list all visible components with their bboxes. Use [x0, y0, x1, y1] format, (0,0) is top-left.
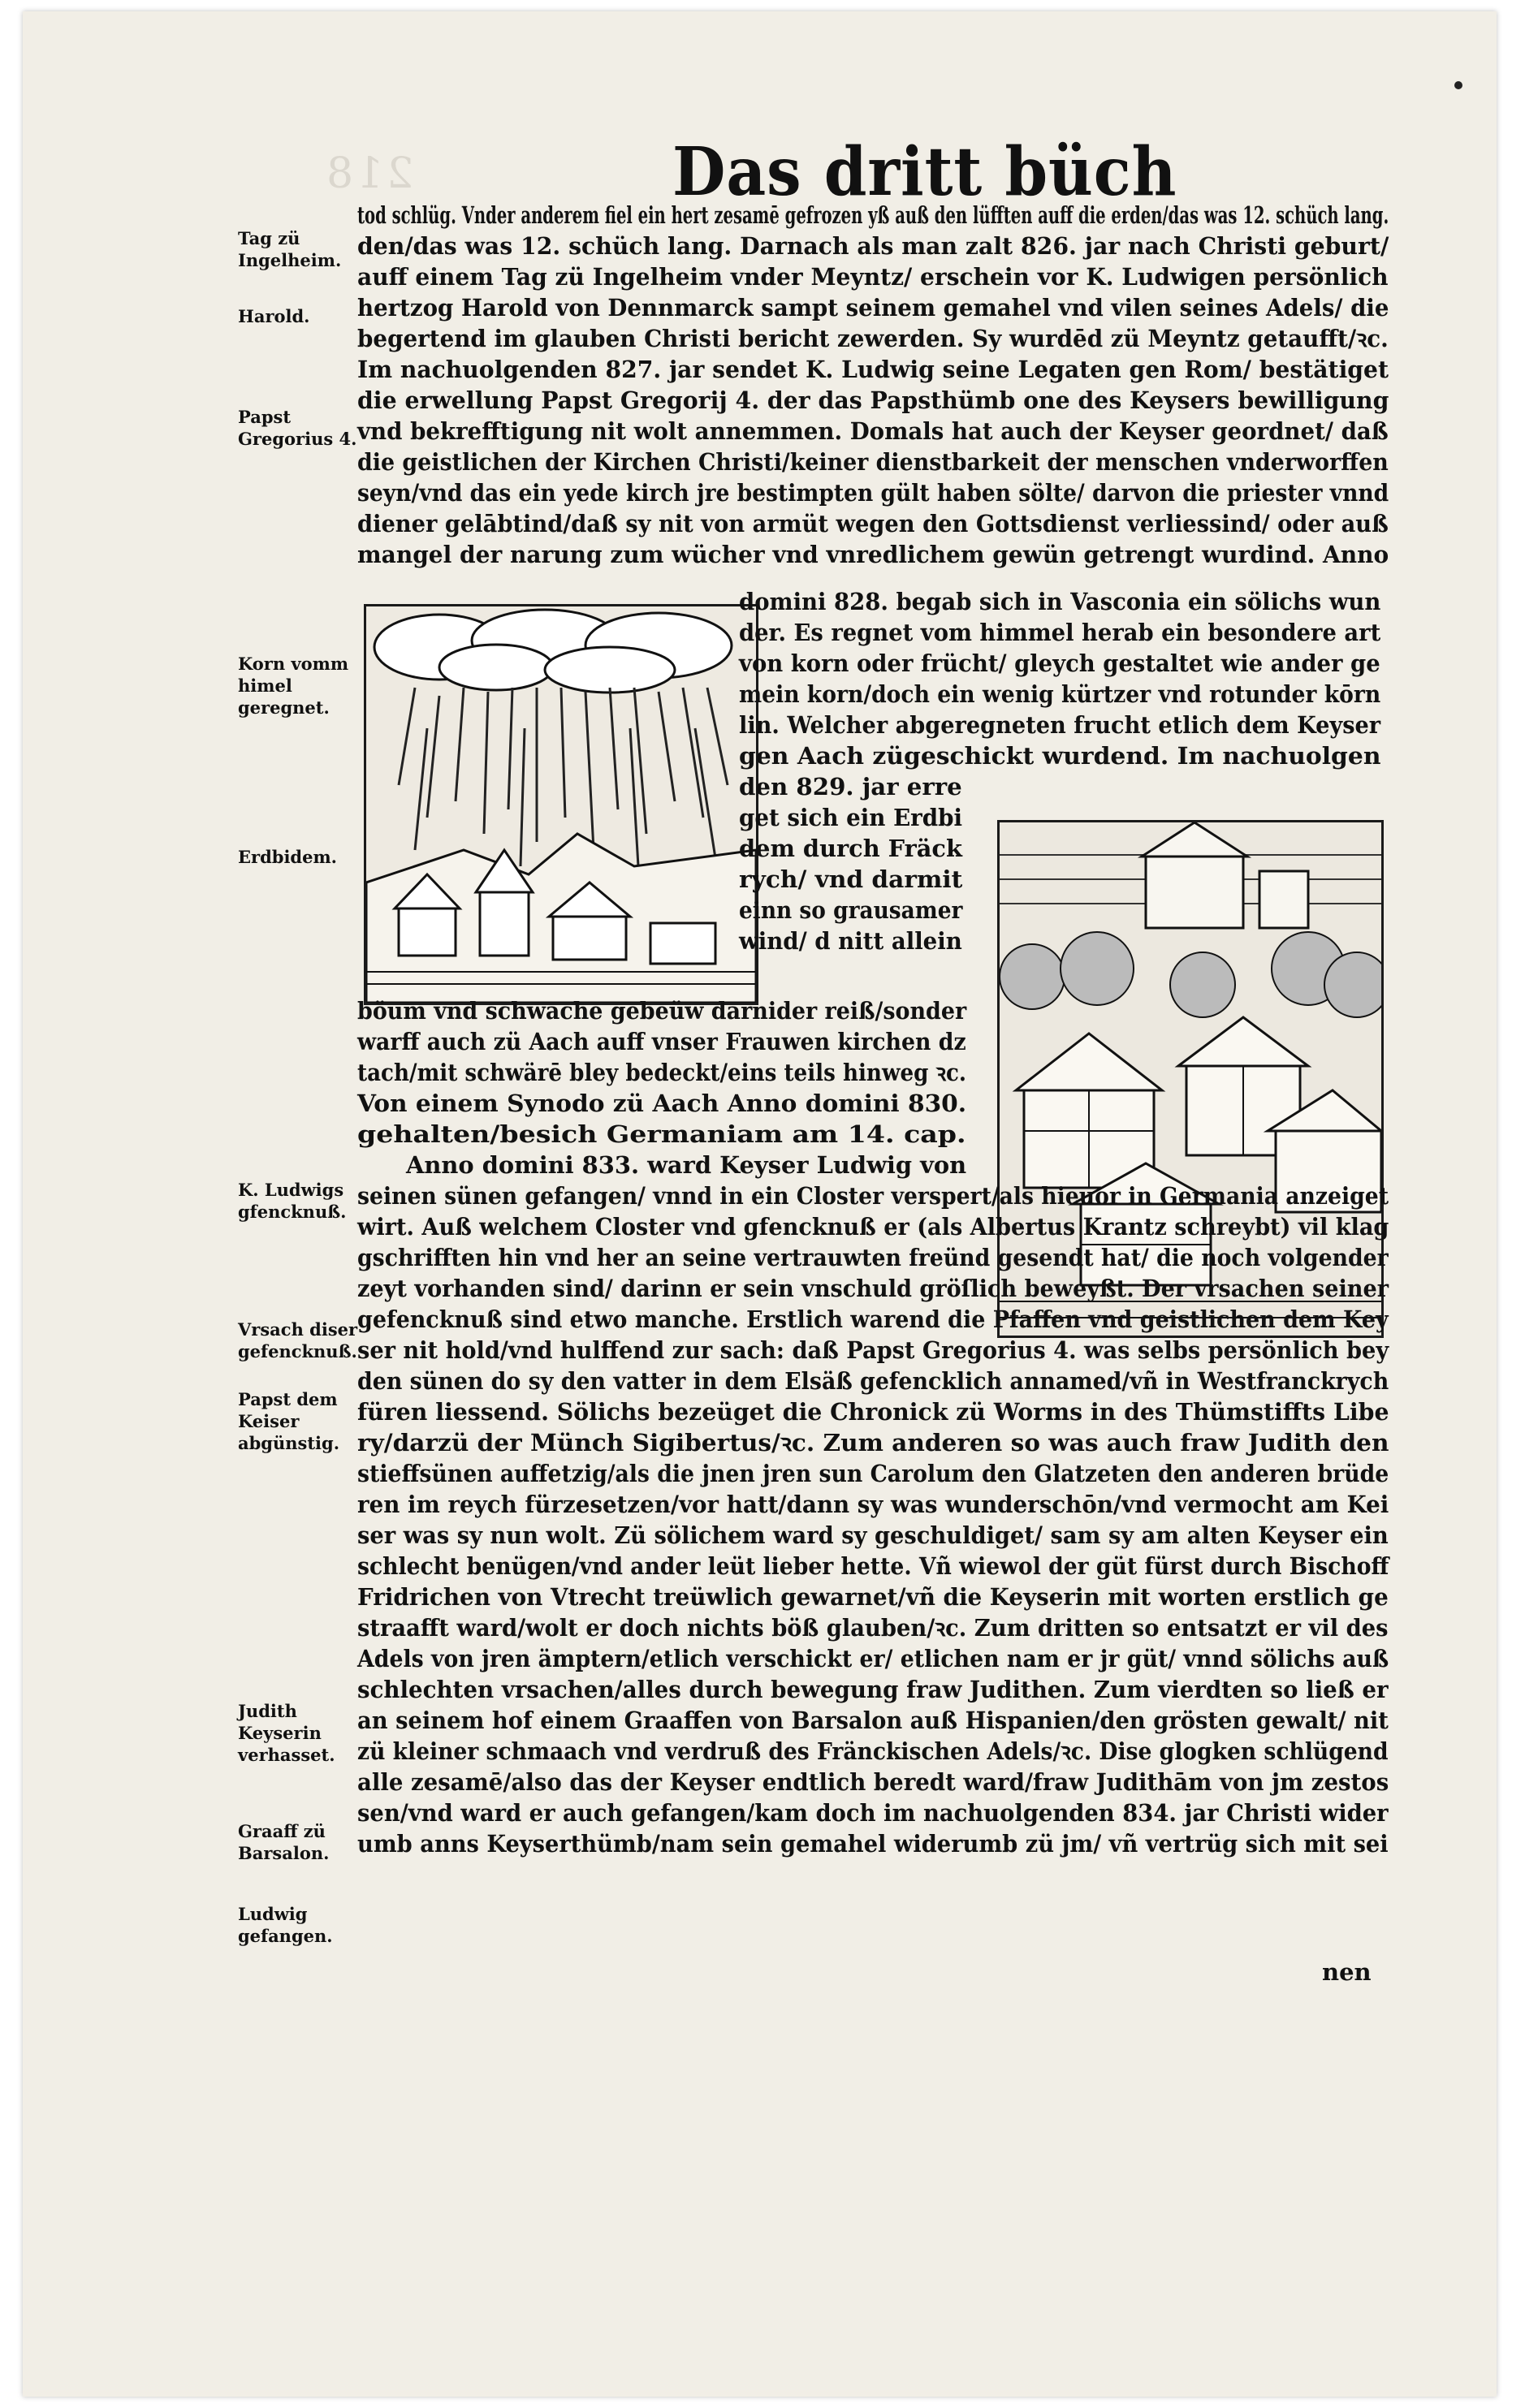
text-line: den/das was 12. schüch lang. Darnach als man zalt 826. jar nach Christi geburt/ — [357, 232, 1389, 260]
text-line: mein korn/doch ein wenig kürtzer vnd rotunder kōrn — [739, 680, 1381, 708]
text-line: gehalten/besich Germaniam am 14. cap. — [357, 1120, 966, 1148]
text-line: schlecht benügen/vnd ander leüt lieber hette. Vñ wiewol der güt fürst durch Bischoff — [357, 1552, 1389, 1580]
text-line: füren liessend. Sölichs bezeüget die Chronick zü Worms in des Thümstiffts Libe — [357, 1398, 1389, 1426]
text-line: diener gelābtind/daß sy nit von armüt wegen den Gottsdienst verliessind/ oder auß — [357, 510, 1389, 537]
text-line: vnd bekrefftigung nit wolt annemmen. Domals hat auch der Keyser geordnet/ daß — [357, 417, 1389, 445]
margin-note: Erdbidem. — [238, 847, 337, 867]
text-line: alle zesamē/also das der Keyser endtlich beredt ward/fraw Judithām von jm zestos — [357, 1768, 1389, 1796]
text-line: hertzog Harold von Dennmarck sampt seinem gemahel vnd vilen seines Adels/ die — [357, 294, 1389, 321]
text-line: rych/ vnd darmit — [739, 865, 963, 893]
text-line: Im nachuolgenden 827. jar sendet K. Ludwig seine Legaten gen Rom/ bestätiget — [357, 356, 1389, 383]
text-line: zeyt vorhanden sind/ darinn er sein vnschuld gröſlich beweyßt. Der vrsachen seiner — [357, 1275, 1389, 1302]
text-line: wirt. Auß welchem Closter vnd gfencknuß er (als Albertus Krantz schreybt) vil klag — [357, 1213, 1389, 1241]
margin-note: Tag zü Ingelheim. — [238, 228, 342, 270]
text-line: Von einem Synodo zü Aach Anno domini 830. — [357, 1090, 967, 1117]
text-line: Fridrichen von Vtrecht treüwlich gewarnet/vñ die Keyserin mit worten erstlich ge — [357, 1583, 1389, 1611]
text-line: seyn/vnd das ein yede kirch jre bestimpten gült haben sölte/ darvon die priester vnnd — [357, 479, 1389, 507]
running-header: Das dritt büch — [672, 133, 1177, 211]
text-line: dem durch Fräck — [739, 835, 962, 862]
text-line: zü kleiner schmaach vnd verdruß des Fränckischen Adels/ꝛc. Dise glogken schlügend — [357, 1737, 1389, 1765]
text-line: an seinem hof einem Graaffen von Barsalon auß Hispanien/den grösten gewalt/ nit — [357, 1707, 1389, 1734]
text-line: seinen sünen gefangen/ vnnd in ein Closter verspert/als hieuor in Germania anzeiget — [357, 1182, 1389, 1210]
show-through-folio: 218 — [323, 149, 414, 198]
text-line: warff auch zü Aach auff vnser Frauwen kirchen dz — [357, 1028, 966, 1055]
text-line: tod schlüg. Vnder anderem fiel ein hert zesamē gefrozen yß auß den lüfften auff die erden/das was 12. schüch lang. — [357, 201, 1389, 229]
text-line: domini 828. begab sich in Vasconia ein sölichs wun — [739, 588, 1381, 615]
text-line: den 829. jar erre — [739, 773, 962, 801]
book-leaf — [23, 11, 1497, 2397]
text-line: begertend im glauben Christi bericht zewerden. Sy wurdēd zü Meyntz getaufft/ꝛc. — [357, 325, 1389, 352]
text-line: wind/ d nitt allein — [739, 927, 962, 955]
grain-rain-illustration — [366, 606, 756, 1003]
margin-note: Ludwig gefangen. — [238, 1904, 333, 1946]
margin-note: Judith Keyserin verhasset. — [238, 1701, 335, 1765]
text-line: die geistlichen der Kirchen Christi/keiner dienstbarkeit der menschen vnderworffen — [357, 448, 1389, 476]
pin-hole — [1454, 81, 1462, 89]
margin-note: Papst dem Keiser abgünstig. — [238, 1389, 340, 1453]
text-line: böum vnd schwache gebeüw darnider reiß/sonder — [357, 997, 967, 1025]
text-line: lin. Welcher abgeregneten frucht etlich dem Keyser — [739, 711, 1381, 739]
text-line: gefencknuß sind etwo manche. Erstlich warend die Pfaffen vnd geistlichen dem Key — [357, 1305, 1389, 1333]
text-line: mangel der narung zum wücher vnd vnredlichem gewün getrengt wurdind. Anno — [357, 541, 1389, 568]
text-line: tach/mit schwärē bley bedeckt/eins teils hinweg ꝛc. — [357, 1059, 966, 1086]
text-line: gen Aach zügeschickt wurdend. Im nachuolgen — [739, 742, 1381, 770]
text-line: straafft ward/wolt er doch nichts böß glauben/ꝛc. Zum dritten so entsatzt er vil des — [357, 1614, 1389, 1642]
margin-note: K. Ludwigs gfencknuß. — [238, 1180, 347, 1222]
woodcut-grain-rain — [364, 604, 758, 1005]
catchword: nen — [1322, 1958, 1372, 1986]
text-line: ser nit hold/vnd hulffend zur sach: daß Papst Gregorius 4. was selbs persönlich bey — [357, 1336, 1389, 1364]
text-line: sen/vnd ward er auch gefangen/kam doch im nachuolgenden 834. jar Christi wider — [357, 1799, 1389, 1827]
text-line: ry/darzü der Münch Sigibertus/ꝛc. Zum anderen so was auch fraw Judith den — [357, 1429, 1389, 1456]
text-line: schlechten vrsachen/alles durch bewegung fraw Judithen. Zum vierdten so ließ er — [357, 1676, 1389, 1703]
text-line: der. Es regnet vom himmel herab ein besondere art — [739, 619, 1381, 646]
text-line: gschrifften hin vnd her an seine vertrauwten freünd gesendt hat/ die noch volgender — [357, 1244, 1389, 1271]
text-line: get sich ein Erdbi — [739, 804, 963, 831]
margin-note: Vrsach diser gefencknuß. — [238, 1319, 358, 1362]
margin-note: Graaff zü Barsalon. — [238, 1821, 330, 1863]
text-line: auff einem Tag zü Ingelheim vnder Meyntz/ erschein vor K. Ludwigen persönlich — [357, 263, 1389, 291]
text-line: ser was sy nun wolt. Zü sölichem ward sy geschuldiget/ sam sy am alten Keyser ein — [357, 1521, 1389, 1549]
text-line: die erwellung Papst Gregorij 4. der das Papsthümb one des Keysers bewilligung — [357, 386, 1389, 414]
margin-note: Korn vomm himel geregnet. — [238, 654, 349, 718]
margin-note: Papst Gregorius 4. — [238, 407, 357, 449]
text-line: ren im reych fürzesetzen/vor hatt/dann sy was wunderschōn/vnd vermocht am Kei — [357, 1491, 1389, 1518]
text-line: einn so grausamer — [739, 896, 963, 924]
margin-note: Harold. — [238, 306, 310, 326]
text-line: Anno domini 833. ward Keyser Ludwig von — [406, 1151, 967, 1179]
text-line: den sünen do sy den vatter in dem Elsäß gefencklich annamed/vñ in Westfranckrych — [357, 1367, 1389, 1395]
text-line: von korn oder frücht/ gleych gestaltet wie ander ge — [739, 649, 1380, 677]
text-line: umb anns Keyserthümb/nam sein gemahel widerumb zü jm/ vñ vertrüg sich mit sei — [357, 1830, 1389, 1858]
text-line: Adels von jren ämptern/etlich verschickt er/ etlichen nam er jr güt/ vnnd sölichs auß — [357, 1645, 1389, 1672]
text-line: stieffsünen auffetzig/als die jnen jren sun Carolum den Glatzeten den anderen brüde — [357, 1460, 1389, 1487]
